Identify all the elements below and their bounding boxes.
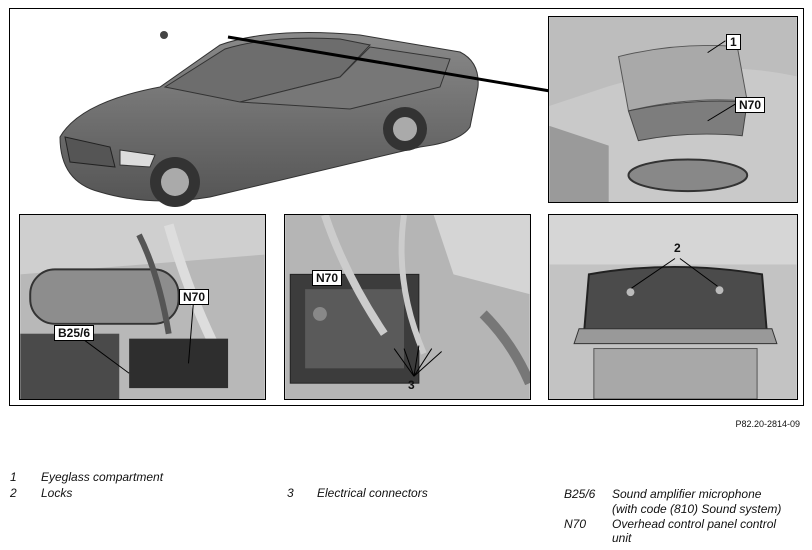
figure-reference: P82.20-2814-09 bbox=[735, 419, 800, 429]
callout-2: 2 bbox=[674, 241, 681, 255]
legend-item-b25-6-cont bbox=[564, 502, 804, 517]
callout-3: 3 bbox=[408, 378, 415, 392]
callout-n70-middle: N70 bbox=[312, 270, 342, 286]
legend-text: Overhead control panel control bbox=[612, 517, 777, 531]
legend-text: Electrical connectors bbox=[317, 486, 428, 500]
legend-number: B25/6 bbox=[564, 487, 596, 501]
legend-text: (with code (810) Sound system) bbox=[612, 502, 782, 516]
callout-1: 1 bbox=[726, 34, 741, 50]
figure-frame bbox=[9, 8, 804, 406]
legend-item-3 bbox=[287, 486, 487, 501]
legend-item-b25-6 bbox=[564, 487, 804, 502]
panel-electrical-connectors bbox=[284, 214, 531, 400]
legend-number: 2 bbox=[10, 486, 17, 500]
legend-text: Sound amplifier microphone bbox=[612, 487, 762, 501]
car-overview-illustration bbox=[40, 17, 480, 212]
legend-item-1 bbox=[10, 470, 260, 485]
panel-locks bbox=[548, 214, 798, 400]
legend-item-n70 bbox=[564, 517, 804, 532]
legend-number: 1 bbox=[10, 470, 17, 484]
panel-mirror-microphone bbox=[19, 214, 266, 400]
legend-item-2 bbox=[10, 486, 260, 501]
legend-item-n70-cont bbox=[564, 531, 804, 546]
legend-number: 3 bbox=[287, 486, 294, 500]
legend-text: Locks bbox=[41, 486, 73, 500]
legend-text: Eyeglass compartment bbox=[41, 470, 164, 484]
legend-text: unit bbox=[612, 531, 632, 545]
callout-n70-top: N70 bbox=[735, 97, 765, 113]
callout-b25-6: B25/6 bbox=[54, 325, 94, 341]
legend-number: N70 bbox=[564, 517, 587, 531]
callout-n70-left: N70 bbox=[179, 289, 209, 305]
